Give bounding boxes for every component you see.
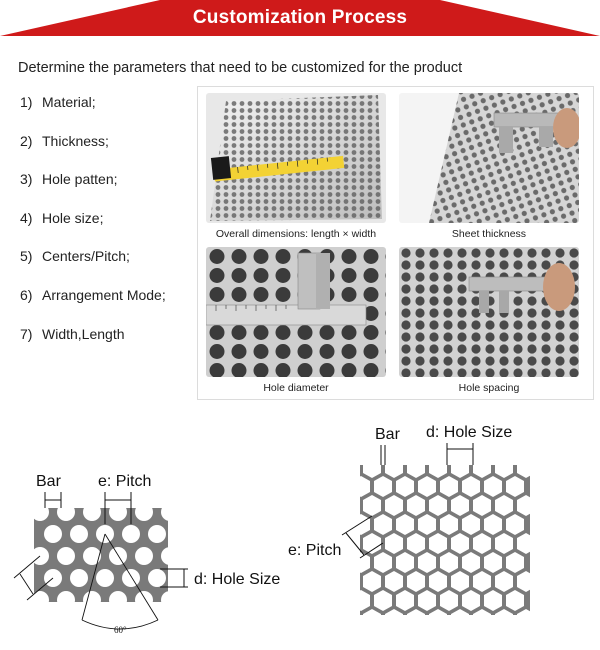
header-banner [0, 0, 600, 36]
hex-hole-size-dimension-lines [447, 443, 473, 465]
parameter-number: 2) [20, 132, 33, 149]
hexagonal-hole-pattern-diagram [280, 415, 580, 625]
parameter-item [20, 245, 166, 284]
parameter-text: Material; [42, 94, 96, 110]
photo-caption: Hole diameter [263, 382, 329, 394]
parameter-number: 7) [20, 325, 33, 342]
caliper-hole-spacing-image [399, 247, 579, 377]
bar-label: Bar [36, 473, 61, 490]
parameter-item [20, 284, 166, 323]
hex-bar-dimension-lines [381, 445, 385, 465]
photo-grid [197, 86, 594, 400]
hexagonal-holes [352, 457, 535, 625]
hex-bar-label: Bar [375, 426, 400, 443]
parameter-item [20, 207, 166, 246]
intro-text: Determine the parameters that need to be customized for the product [18, 60, 463, 76]
photo-caption: Hole spacing [458, 382, 520, 394]
hex-pitch-label: e: Pitch [288, 542, 342, 559]
parameter-text: Arrangement Mode; [42, 286, 166, 303]
parameter-text: Thickness; [42, 132, 109, 149]
parameter-number: 5) [20, 248, 33, 265]
parameter-item [20, 91, 166, 130]
parameter-number: 4) [20, 209, 33, 226]
parameter-text: Hole patten; [42, 171, 118, 188]
page-title: Customization Process [192, 7, 408, 28]
pitch-label: e: Pitch [98, 473, 152, 490]
hole-size-label: d: Hole Size [194, 571, 281, 588]
round-hole-pattern-diagram [10, 460, 290, 640]
parameter-text: Centers/Pitch; [42, 248, 130, 265]
parameter-text: Width,Length [42, 325, 125, 342]
caliper-sheet-thickness-image [399, 93, 579, 223]
photo-caption: Overall dimensions: length × width [215, 228, 377, 240]
parameter-text: Hole size; [42, 209, 104, 226]
parameter-item [20, 168, 166, 207]
bar-dimension-lines [45, 492, 61, 508]
photo-sheet-thickness [399, 93, 579, 240]
photo-hole-spacing [399, 247, 579, 394]
photo-hole-diameter [206, 247, 386, 394]
parameter-item [20, 130, 166, 169]
photo-overall-dimensions [206, 93, 386, 240]
parameter-number: 6) [20, 286, 33, 303]
angle-label: 60° [114, 625, 127, 635]
parameter-item [20, 323, 166, 362]
hex-hole-size-label: d: Hole Size [426, 424, 513, 441]
parameter-list [20, 91, 166, 361]
caliper-hole-diameter-image [206, 247, 386, 377]
perforated-sheet-tape-measure-image [206, 93, 386, 223]
parameter-number: 3) [20, 171, 33, 188]
parameter-number: 1) [20, 94, 33, 110]
photo-caption: Sheet thickness [451, 228, 527, 240]
